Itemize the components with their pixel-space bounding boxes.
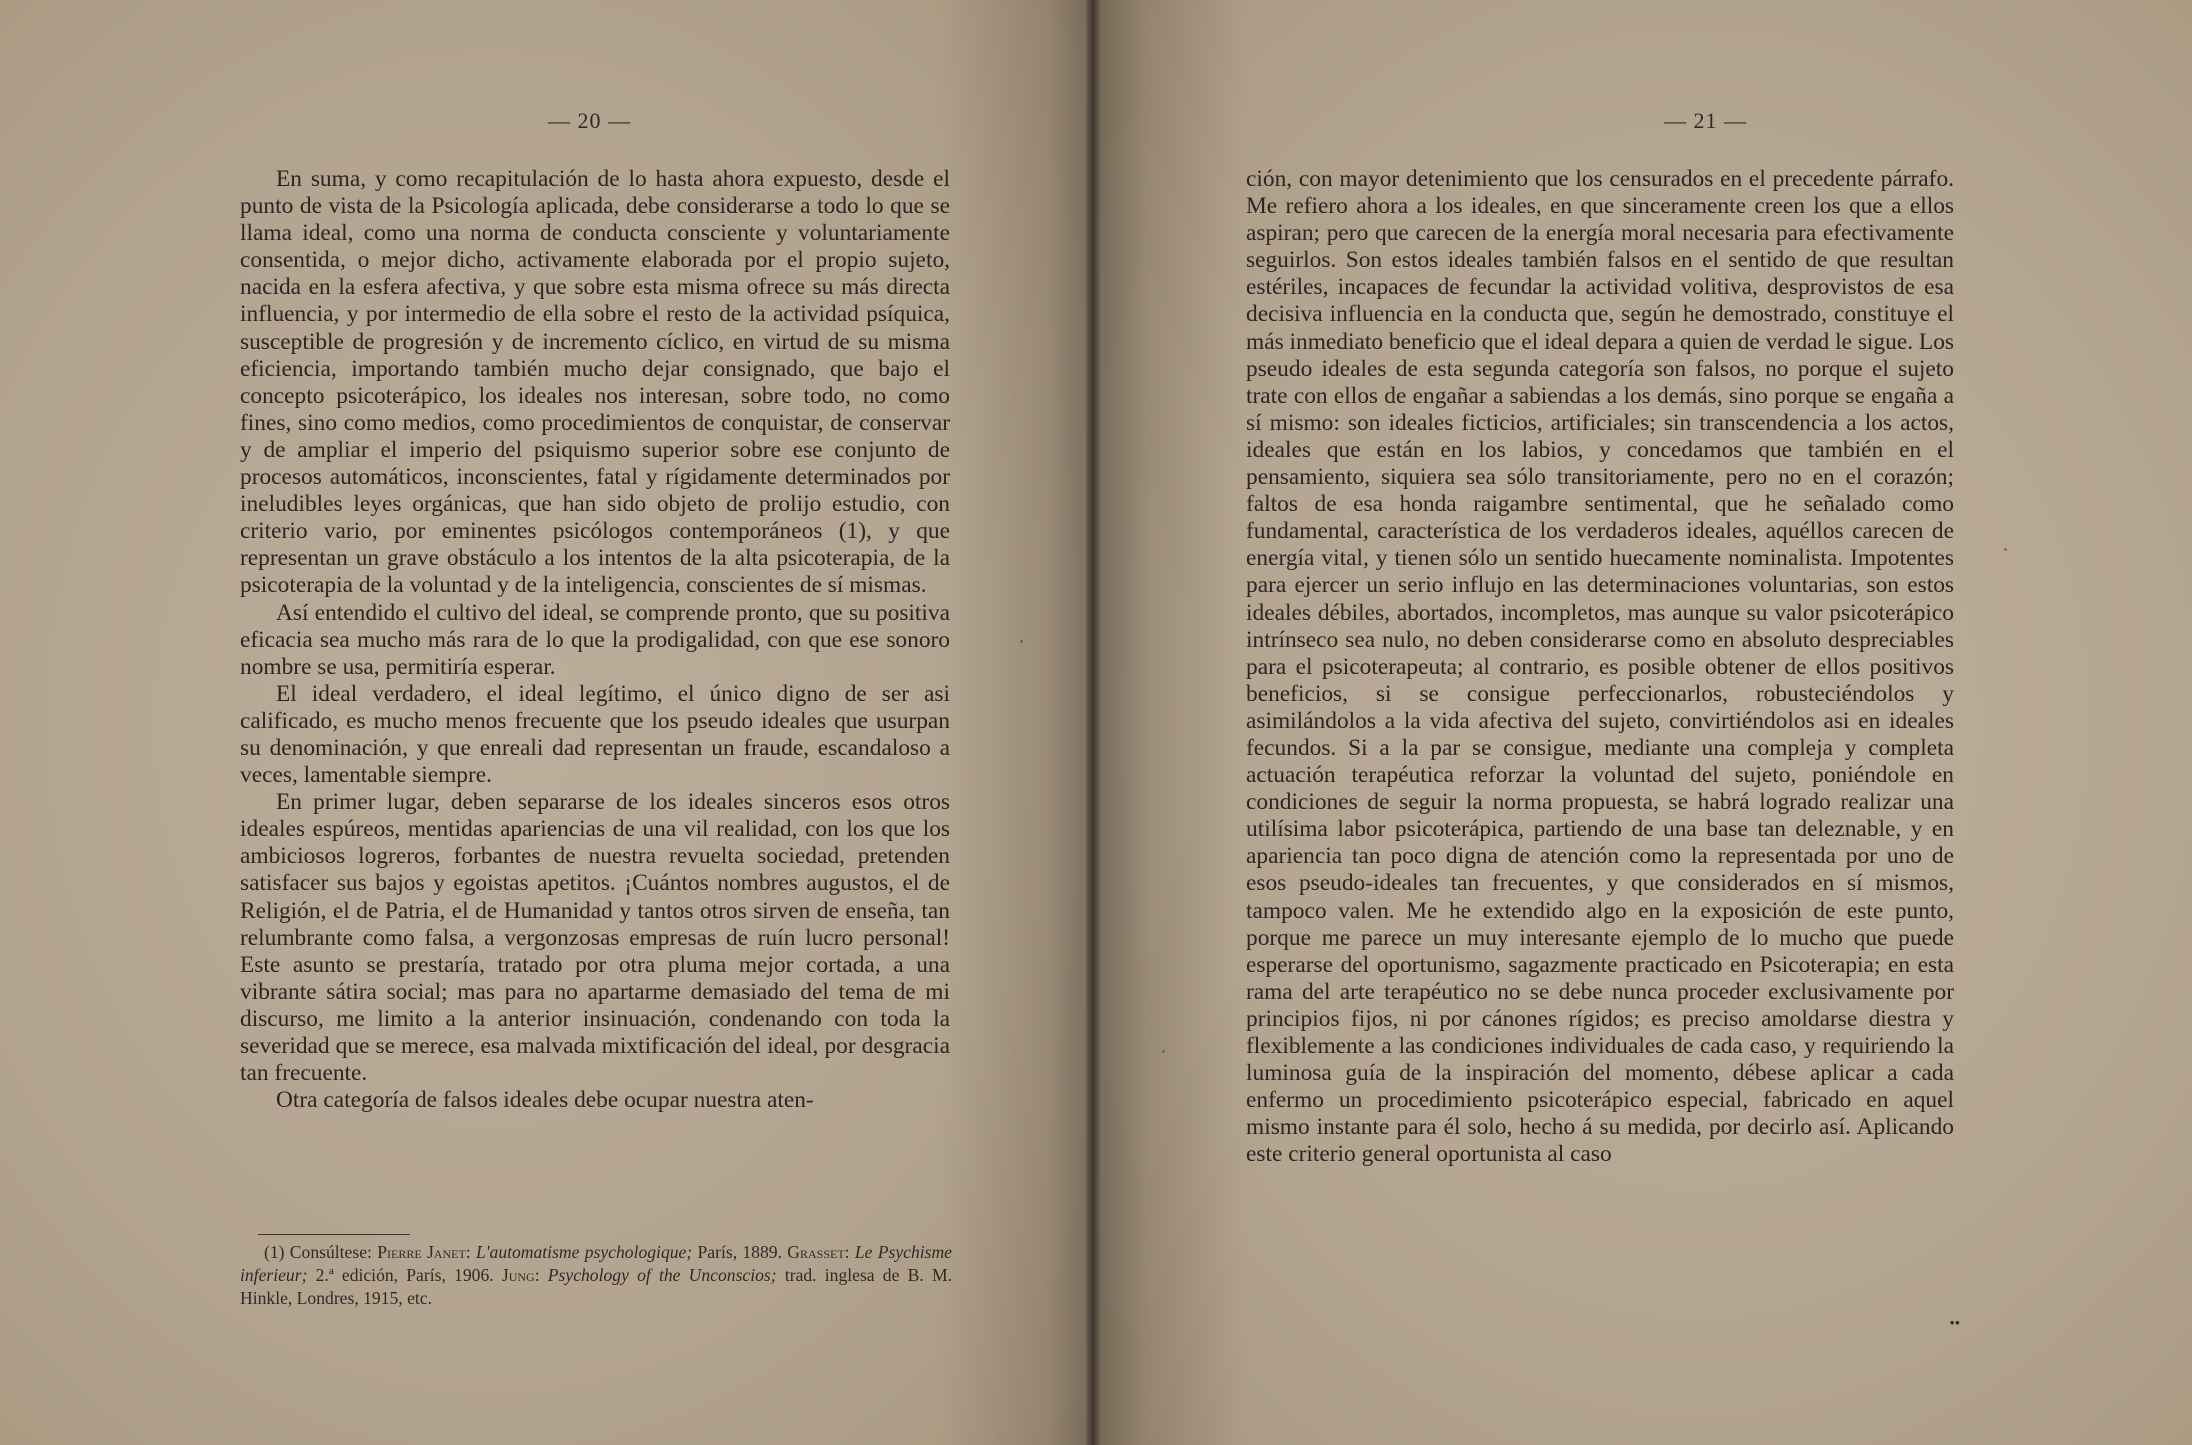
paragraph: En primer lugar, deben separarse de los ideales sinceros esos otros ideales espúreos, mentidas apariencias de una vil realidad, con los que los ambiciosos logreros, forbantes de nuestra revuelta sociedad, pretenden satisfacer sus bajos y egoistas apetitos. ¡Cuántos nombres augustos, el de Religión, el de Patria, el de Humanidad y tantos otros sirven de enseña, tan relumbrante como falsa, a vergonzosas empresas de ruín lucro personal! Este asunto se prestaría, tratado por otra pluma mejor cortada, a una vibrante sátira social; mas para no apartarme demasiado del tema de mi discurso, me limito a la anterior insinuación, condenando con toda la severidad que se merece, esa malvada mixtificación del ideal, por desgracia tan frecuente.: [240, 789, 950, 1087]
paragraph: En suma, y como recapitulación de lo hasta ahora expuesto, desde el punto de vista de la Psicología aplicada, debe considerarse a todo lo que se llama ideal, como una norma de conducta consciente y voluntariamente consentida, o mejor dicho, activamente elaborada por el propio sujeto, nacida en la esfera afectiva, y que sobre esta misma ofrece su más directa influencia, y por intermedio de ella sobre el resto de la actividad psíquica, susceptible de progresión y de incremento cíclico, en virtud de su misma eficiencia, importando también mucho dejar consignado, que bajo el concepto psicoterápico, los ideales nos interesan, sobre todo, no como fines, sino como medios, como procedimientos de conquistar, de conservar y de ampliar el imperio del psiquismo superior sobre ese conjunto de procesos automáticos, inconscientes, fatal y rígidamente determinados por ineludibles leyes orgánicas, que han sido objeto de prolijo estudio, con criterio vario, por eminentes psicólogos contemporáneos (1), y que representan un grave obstáculo a los intentos de la alta psicoterapia, de la psicoterapia de la voluntad y de la inteligencia, conscientes de sí mismas.: [240, 166, 950, 599]
catchword-mark: ••: [1949, 1316, 1960, 1332]
paper-speck: [1162, 1050, 1165, 1053]
footnote-author: Grasset: [787, 1242, 845, 1262]
footnote-title: Psychology of the Unconscios;: [547, 1265, 777, 1285]
page-number-right: — 21 —: [1664, 108, 1747, 133]
right-page-body: [1246, 166, 1954, 1168]
paper-speck: [2004, 548, 2007, 551]
page-number-left: — 20 —: [548, 108, 631, 133]
footnote: (1) Consúltese: Pierre Janet: L'automatisme psychologique; París, 1889. Grasset: Le Psychisme inferieur; 2.ª edición, París, 1906. Jung: Psychology of the Unconscios; trad. inglesa de B. M. Hinkle, Londres, 1915, etc.: [240, 1242, 952, 1308]
paragraph: El ideal verdadero, el ideal legítimo, el único digno de ser asi calificado, es mucho menos frecuente que los pseudo ideales que usurpan su denominación, y que enreali dad representan un fraude, escandaloso a veces, lamentable siempre.: [240, 680, 950, 789]
footnote-detail: trad. inglesa de B. M. Hinkle, Londres, 1915, etc.: [240, 1265, 952, 1308]
footnote-title: Le Psychisme inferieur;: [240, 1242, 952, 1285]
footnote-author: Pierre Janet: [377, 1242, 466, 1262]
footnote-title: L'automatisme psychologique;: [475, 1242, 693, 1262]
footnote-detail: París, 1889.: [692, 1242, 788, 1262]
footnote-author: Jung: [501, 1265, 535, 1285]
paper-speck: [330, 260, 333, 263]
paragraph: ción, con mayor detenimiento que los censurados en el precedente párrafo. Me refiero ahora a los ideales, en que sinceramente creen los que a ellos aspiran; pero que carecen de la energía moral necesaria para efectivamente seguirlos. Son estos ideales también falsos en el sentido de que resultan estériles, incapaces de fecundar la actividad volitiva, desprovistos de esa decisiva influencia en la conducta que, según he demostrado, constituye el más inmediato beneficio que el ideal depara a quien de verdad le sigue. Los pseudo ideales de esta segunda categoría son falsos, no porque el sujeto trate con ellos de engañar a sabiendas a los demás, sino porque se engaña a sí mismo: son ideales ficticios, artificiales; sin transcendencia a los actos, ideales que están en los labios, y concedamos que también en el pensamiento, siquiera sea sólo transitoriamente, pero no en el corazón; faltos de esa honda raigambre sentimental, que he señalado como fundamental, característica de los verdaderos ideales, aquéllos carecen de energía vital, y tienen sólo un sentido huecamente nominalista. Impotentes para ejercer un serio influjo en las determinaciones voluntarias, son estos ideales débiles, abortados, incompletos, mas aunque su valor psicoterápico intrínseco sea nulo, no deben considerarse como en absoluto despreciables para el psicoterapeuta; al contrario, es posible obtener de ellos positivos beneficios, si se consigue perfeccionarlos, robusteciéndolos y asimilándolos a la vida afectiva del sujeto, convirtiéndolos asi en ideales fecundos. Si a la par se consigue, mediante una compleja y completa actuación terapéutica reforzar la voluntad del sujeto, poniéndole en condiciones de seguir la norma propuesta, se habrá logrado realizar una utilísima labor psicoterápica, partiendo de una base tan deleznable, y en apariencia tan poco digna de atención como la representada por uno de esos pseudo-ideales tan frecuentes, y que considerados en sí mismos, tampoco valen. Me he extendido algo en la exposición de este punto, porque me parece un muy interesante ejemplo de lo mucho que puede esperarse del oportunismo, sagazmente practicado en Psicoterapia; en esta rama del arte terapéutico no se debe nunca proceder exclusivamente por principios fijos, ni por cánones rígidos; es preciso amoldarse diestra y flexiblemente a las condiciones individuales de cada caso, y requiriendo la luminosa guía de la inspiración del momento, débese aplicar a cada enfermo un procedimiento psicoterápico especial, fabricado en aquel mismo instante para él solo, hecho á su medida, por decirlo así. Aplicando este criterio general oportunista al caso: [1246, 166, 1954, 1168]
footnote-lead: (1) Consúltese:: [264, 1242, 378, 1262]
book-gutter: [1086, 0, 1100, 1445]
footnote-detail: 2.ª edición, París, 1906.: [307, 1265, 502, 1285]
footnote-divider: [258, 1234, 410, 1235]
left-page-body: [240, 166, 950, 1114]
paragraph: Así entendido el cultivo del ideal, se comprende pronto, que su positiva eficacia sea mucho más rara de lo que la prodigalidad, con que ese sonoro nombre se usa, permitiría esperar.: [240, 599, 950, 680]
left-page: [0, 0, 1092, 1445]
paper-speck: [1020, 640, 1023, 643]
paragraph: Otra categoría de falsos ideales debe ocupar nuestra aten-: [276, 1087, 814, 1114]
right-page: [1092, 0, 2192, 1445]
